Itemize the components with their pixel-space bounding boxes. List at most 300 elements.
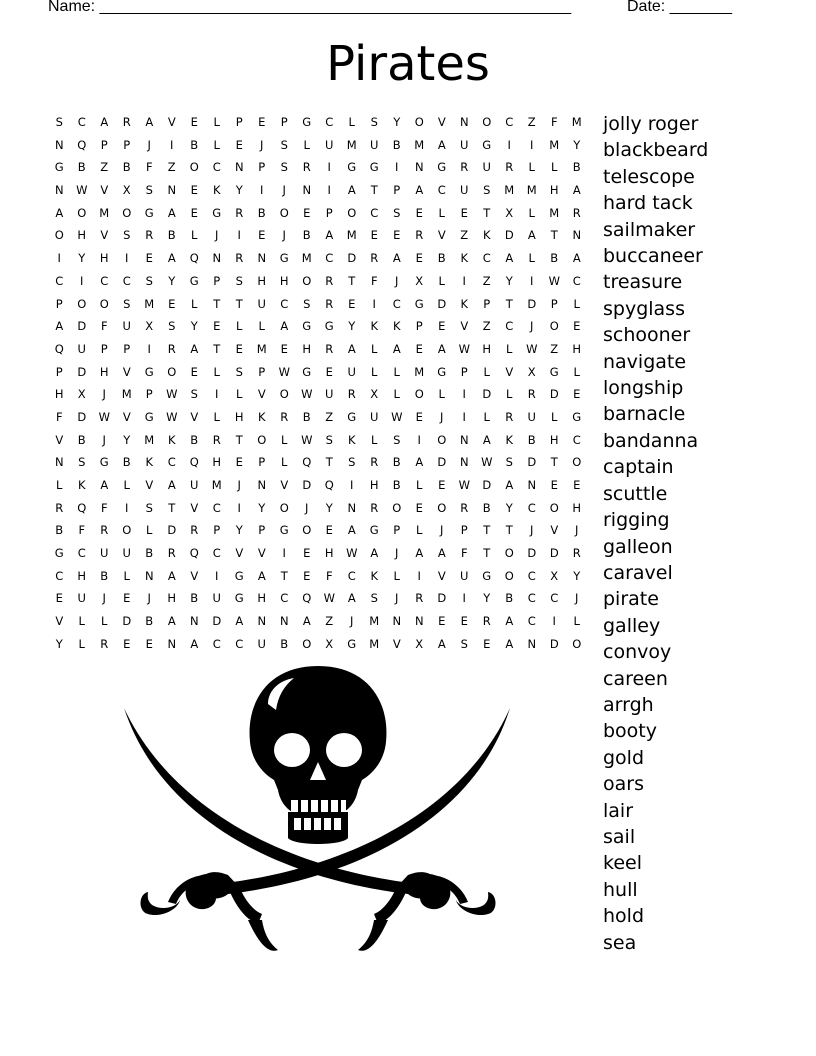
grid-letter: M bbox=[369, 614, 380, 629]
grid-letter: L bbox=[56, 478, 63, 492]
grid-letter: Y bbox=[483, 591, 491, 606]
grid-letter: S bbox=[370, 591, 378, 606]
grid-letter: P bbox=[55, 296, 63, 311]
grid-letter: A bbox=[505, 251, 514, 266]
grid-letter: H bbox=[549, 183, 559, 198]
grid-letter: Y bbox=[235, 523, 243, 538]
grid-letter: I bbox=[350, 478, 354, 492]
grid-letter: G bbox=[369, 523, 379, 538]
grid-letter: I bbox=[125, 500, 129, 515]
grid-letter: S bbox=[145, 183, 153, 198]
grid-letter: S bbox=[235, 273, 243, 288]
grid-letter: O bbox=[572, 455, 582, 470]
grid-letter: V bbox=[100, 183, 109, 198]
grid-letter: K bbox=[392, 319, 401, 334]
word-list-item: pirate bbox=[603, 588, 659, 611]
grid-letter: O bbox=[504, 546, 514, 561]
word-list-item: captain bbox=[603, 456, 674, 479]
grid-letter: G bbox=[549, 364, 559, 379]
grid-row bbox=[48, 315, 588, 338]
grid-letter: E bbox=[190, 115, 198, 129]
grid-letter: C bbox=[347, 568, 356, 583]
grid-letter: Y bbox=[235, 183, 243, 198]
grid-letter: I bbox=[552, 614, 556, 629]
grid-letter: O bbox=[504, 568, 514, 583]
grid-letter: R bbox=[415, 591, 424, 606]
grid-letter: C bbox=[77, 115, 86, 129]
grid-letter: I bbox=[417, 568, 421, 583]
grid-letter: X bbox=[145, 319, 154, 334]
grid-letter: U bbox=[122, 319, 131, 334]
grid-letter: Y bbox=[505, 500, 513, 515]
grid-letter: W bbox=[548, 273, 560, 288]
grid-letter: A bbox=[392, 251, 401, 266]
word-list bbox=[603, 111, 708, 956]
grid-letter: E bbox=[190, 364, 198, 379]
grid-letter: X bbox=[550, 568, 559, 583]
word-list-item: schooner bbox=[603, 324, 691, 347]
grid-letter: G bbox=[144, 205, 154, 220]
grid-letter: C bbox=[280, 591, 289, 606]
grid-letter: O bbox=[77, 205, 87, 220]
grid-letter: J bbox=[530, 319, 534, 334]
word-list-item: arrgh bbox=[603, 693, 654, 716]
grid-letter: V bbox=[190, 409, 199, 424]
grid-letter: M bbox=[414, 137, 425, 152]
grid-letter: K bbox=[370, 319, 379, 334]
grid-letter: R bbox=[370, 251, 379, 266]
grid-letter: P bbox=[123, 137, 131, 152]
grid-letter: C bbox=[212, 500, 221, 515]
grid-letter: A bbox=[235, 614, 244, 629]
grid-letter: L bbox=[438, 387, 445, 402]
grid-letter: L bbox=[281, 432, 288, 447]
grid-letter: F bbox=[460, 546, 468, 561]
grid-letter: G bbox=[144, 364, 154, 379]
grid-letter: K bbox=[482, 228, 491, 243]
grid-row bbox=[48, 497, 588, 520]
grid-row bbox=[48, 247, 588, 270]
grid-letter: A bbox=[325, 228, 334, 243]
grid-letter: B bbox=[550, 251, 559, 266]
grid-letter: G bbox=[482, 568, 492, 583]
grid-letter: R bbox=[325, 273, 334, 288]
grid-letter: A bbox=[347, 523, 356, 538]
grid-letter: E bbox=[415, 500, 423, 515]
grid-letter: R bbox=[145, 228, 154, 243]
grid-letter: L bbox=[528, 251, 535, 266]
grid-letter: N bbox=[302, 183, 312, 198]
grid-letter: E bbox=[303, 205, 311, 220]
grid-letter: E bbox=[235, 137, 243, 152]
grid-letter: B bbox=[190, 137, 199, 152]
grid-letter: J bbox=[530, 523, 534, 538]
grid-letter: T bbox=[213, 296, 221, 311]
grid-letter: I bbox=[327, 160, 331, 175]
grid-letter: P bbox=[55, 364, 63, 379]
name-field-label: Name: _____________________________________________________ bbox=[48, 0, 572, 15]
grid-letter: K bbox=[212, 183, 221, 198]
grid-letter: Y bbox=[190, 319, 198, 334]
grid-letter: A bbox=[347, 183, 356, 198]
grid-letter: Q bbox=[302, 455, 312, 470]
grid-letter: T bbox=[505, 523, 513, 538]
grid-letter: V bbox=[437, 568, 446, 583]
grid-letter: E bbox=[190, 183, 198, 198]
grid-letter: U bbox=[257, 636, 266, 651]
grid-row bbox=[48, 587, 588, 610]
grid-letter: G bbox=[302, 115, 312, 129]
grid-letter: Q bbox=[54, 341, 64, 356]
grid-letter: P bbox=[280, 115, 288, 129]
grid-letter: M bbox=[549, 137, 560, 152]
grid-letter: F bbox=[55, 409, 63, 424]
grid-letter: P bbox=[258, 455, 266, 470]
grid-letter: O bbox=[414, 387, 424, 402]
grid-letter: Y bbox=[78, 251, 86, 266]
grid-row bbox=[48, 633, 588, 656]
grid-letter: O bbox=[167, 364, 177, 379]
grid-letter: I bbox=[125, 251, 129, 266]
grid-letter: V bbox=[55, 432, 64, 447]
letter-grid bbox=[48, 111, 588, 656]
grid-letter: G bbox=[144, 409, 154, 424]
grid-letter: I bbox=[215, 387, 219, 402]
grid-letter: B bbox=[505, 591, 514, 606]
word-list-item: bandanna bbox=[603, 429, 699, 452]
grid-letter: X bbox=[77, 387, 86, 402]
grid-letter: U bbox=[482, 160, 491, 175]
grid-row bbox=[48, 156, 588, 179]
grid-letter: Y bbox=[123, 432, 131, 447]
grid-letter: E bbox=[415, 205, 423, 220]
grid-letter: G bbox=[414, 296, 424, 311]
grid-letter: G bbox=[482, 137, 492, 152]
grid-letter: C bbox=[325, 115, 334, 129]
grid-letter: P bbox=[123, 341, 131, 356]
grid-letter: M bbox=[549, 205, 560, 220]
grid-letter: H bbox=[572, 500, 582, 515]
grid-letter: J bbox=[147, 137, 151, 152]
grid-letter: Z bbox=[460, 228, 469, 243]
grid-letter: O bbox=[482, 115, 492, 129]
grid-letter: J bbox=[102, 387, 106, 402]
grid-letter: S bbox=[145, 500, 153, 515]
grid-letter: S bbox=[303, 296, 311, 311]
grid-letter: T bbox=[370, 183, 378, 198]
grid-letter: E bbox=[123, 591, 131, 606]
grid-letter: U bbox=[122, 546, 131, 561]
grid-letter: H bbox=[572, 341, 582, 356]
grid-letter: M bbox=[504, 183, 515, 198]
grid-letter: E bbox=[393, 228, 401, 243]
grid-letter: S bbox=[168, 319, 176, 334]
grid-letter: L bbox=[573, 614, 580, 629]
grid-letter: R bbox=[167, 546, 176, 561]
grid-letter: I bbox=[462, 591, 466, 606]
grid-letter: P bbox=[460, 364, 468, 379]
grid-letter: I bbox=[530, 137, 534, 152]
grid-letter: R bbox=[347, 387, 356, 402]
grid-letter: H bbox=[54, 387, 64, 402]
grid-letter: V bbox=[190, 500, 199, 515]
grid-letter: G bbox=[302, 319, 312, 334]
grid-letter: M bbox=[346, 228, 357, 243]
grid-letter: C bbox=[212, 546, 221, 561]
grid-letter: B bbox=[437, 251, 446, 266]
grid-letter: S bbox=[393, 205, 401, 220]
grid-letter: L bbox=[258, 319, 265, 334]
grid-letter: L bbox=[438, 273, 445, 288]
grid-row bbox=[48, 202, 588, 225]
grid-letter: C bbox=[572, 432, 581, 447]
grid-letter: O bbox=[437, 500, 447, 515]
grid-letter: D bbox=[527, 296, 537, 311]
grid-letter: S bbox=[78, 455, 86, 470]
grid-letter: P bbox=[550, 296, 558, 311]
grid-row bbox=[48, 610, 588, 633]
grid-letter: D bbox=[482, 478, 492, 492]
grid-letter: P bbox=[213, 523, 221, 538]
grid-letter: I bbox=[282, 546, 286, 561]
grid-letter: A bbox=[167, 251, 176, 266]
grid-letter: Z bbox=[100, 160, 109, 175]
word-list-item: hull bbox=[603, 878, 638, 901]
grid-letter: T bbox=[550, 455, 558, 470]
grid-letter: U bbox=[347, 364, 356, 379]
grid-letter: L bbox=[393, 364, 400, 379]
grid-letter: C bbox=[122, 273, 131, 288]
grid-row bbox=[48, 361, 588, 384]
grid-letter: E bbox=[168, 296, 176, 311]
word-list-item: galley bbox=[603, 614, 661, 637]
grid-letter: E bbox=[483, 636, 491, 651]
grid-letter: B bbox=[527, 432, 536, 447]
grid-letter: R bbox=[370, 500, 379, 515]
grid-letter: A bbox=[167, 478, 176, 492]
grid-letter: V bbox=[460, 319, 469, 334]
grid-letter: A bbox=[415, 455, 424, 470]
grid-letter: S bbox=[280, 137, 288, 152]
grid-letter: A bbox=[437, 636, 446, 651]
grid-letter: B bbox=[122, 160, 131, 175]
grid-letter: T bbox=[213, 341, 221, 356]
grid-letter: O bbox=[302, 273, 312, 288]
grid-letter: L bbox=[573, 364, 580, 379]
grid-letter: G bbox=[212, 205, 222, 220]
grid-letter: L bbox=[371, 432, 378, 447]
grid-letter: V bbox=[505, 364, 514, 379]
grid-letter: R bbox=[527, 387, 536, 402]
grid-letter: A bbox=[190, 636, 199, 651]
grid-letter: G bbox=[347, 409, 357, 424]
grid-letter: T bbox=[483, 546, 491, 561]
grid-letter: O bbox=[414, 115, 424, 129]
grid-letter: R bbox=[280, 409, 289, 424]
grid-letter: X bbox=[122, 183, 131, 198]
grid-letter: X bbox=[370, 387, 379, 402]
grid-letter: T bbox=[235, 296, 243, 311]
grid-letter: A bbox=[145, 115, 154, 129]
grid-letter: H bbox=[77, 568, 87, 583]
grid-letter: M bbox=[301, 251, 312, 266]
grid-letter: A bbox=[167, 205, 176, 220]
grid-letter: I bbox=[372, 296, 376, 311]
grid-letter: N bbox=[527, 636, 537, 651]
grid-letter: N bbox=[54, 183, 64, 198]
grid-letter: S bbox=[280, 160, 288, 175]
grid-letter: N bbox=[347, 500, 357, 515]
grid-letter: G bbox=[302, 364, 312, 379]
grid-letter: A bbox=[415, 183, 424, 198]
grid-letter: Z bbox=[482, 273, 491, 288]
grid-letter: M bbox=[346, 137, 357, 152]
grid-letter: M bbox=[99, 205, 110, 220]
grid-letter: X bbox=[415, 636, 424, 651]
grid-letter: L bbox=[123, 568, 130, 583]
grid-letter: A bbox=[505, 614, 514, 629]
grid-letter: C bbox=[572, 273, 581, 288]
grid-letter: E bbox=[460, 614, 468, 629]
grid-letter: K bbox=[347, 432, 356, 447]
grid-letter: R bbox=[122, 115, 131, 129]
grid-letter: P bbox=[258, 523, 266, 538]
grid-letter: Z bbox=[325, 409, 334, 424]
grid-letter: A bbox=[482, 432, 491, 447]
grid-letter: L bbox=[213, 137, 220, 152]
grid-letter: O bbox=[279, 205, 289, 220]
grid-letter: G bbox=[234, 568, 244, 583]
grid-letter: Q bbox=[189, 251, 199, 266]
grid-letter: R bbox=[100, 636, 109, 651]
grid-letter: G bbox=[54, 546, 64, 561]
grid-letter: P bbox=[235, 115, 243, 129]
grid-letter: R bbox=[415, 228, 424, 243]
grid-letter: J bbox=[282, 183, 286, 198]
grid-letter: R bbox=[212, 432, 221, 447]
grid-letter: L bbox=[213, 409, 220, 424]
grid-letter: M bbox=[144, 296, 155, 311]
grid-letter: W bbox=[301, 432, 313, 447]
grid-letter: Y bbox=[258, 500, 266, 515]
grid-letter: A bbox=[392, 341, 401, 356]
grid-letter: A bbox=[167, 568, 176, 583]
grid-letter: W bbox=[458, 478, 470, 492]
grid-letter: D bbox=[212, 614, 222, 629]
grid-letter: L bbox=[416, 478, 423, 492]
grid-letter: K bbox=[460, 251, 469, 266]
grid-letter: V bbox=[167, 115, 176, 129]
grid-letter: E bbox=[303, 568, 311, 583]
grid-letter: F bbox=[325, 568, 333, 583]
grid-letter: S bbox=[145, 273, 153, 288]
grid-letter: A bbox=[527, 228, 536, 243]
grid-letter: L bbox=[146, 523, 153, 538]
grid-letter: H bbox=[99, 364, 109, 379]
grid-letter: D bbox=[77, 319, 87, 334]
grid-letter: B bbox=[302, 228, 311, 243]
grid-letter: B bbox=[167, 228, 176, 243]
grid-letter: R bbox=[505, 409, 514, 424]
grid-row bbox=[48, 429, 588, 452]
grid-letter: J bbox=[395, 546, 399, 561]
grid-letter: A bbox=[572, 183, 581, 198]
grid-letter: V bbox=[392, 636, 401, 651]
grid-letter: V bbox=[190, 568, 199, 583]
grid-letter: L bbox=[101, 614, 108, 629]
grid-letter: D bbox=[549, 546, 559, 561]
grid-letter: D bbox=[122, 614, 132, 629]
grid-letter: N bbox=[414, 614, 424, 629]
grid-letter: A bbox=[257, 568, 266, 583]
grid-letter: B bbox=[122, 455, 131, 470]
grid-letter: A bbox=[505, 478, 514, 492]
grid-letter: P bbox=[258, 160, 266, 175]
grid-letter: D bbox=[527, 546, 537, 561]
grid-letter: F bbox=[550, 115, 558, 129]
grid-letter: A bbox=[100, 115, 109, 129]
grid-letter: I bbox=[57, 251, 61, 266]
grid-letter: A bbox=[415, 546, 424, 561]
grid-letter: V bbox=[100, 228, 109, 243]
grid-letter: L bbox=[236, 319, 243, 334]
grid-letter: L bbox=[483, 364, 490, 379]
grid-letter: P bbox=[213, 273, 221, 288]
grid-letter: N bbox=[279, 614, 289, 629]
grid-letter: C bbox=[482, 251, 491, 266]
grid-row bbox=[48, 293, 588, 316]
word-list-item: spyglass bbox=[603, 297, 685, 320]
grid-letter: D bbox=[549, 636, 559, 651]
grid-letter: J bbox=[305, 500, 309, 515]
grid-letter: L bbox=[371, 341, 378, 356]
grid-letter: T bbox=[550, 228, 558, 243]
grid-letter: R bbox=[190, 523, 199, 538]
grid-letter: J bbox=[147, 591, 151, 606]
grid-letter: L bbox=[528, 205, 535, 220]
grid-letter: Y bbox=[168, 273, 176, 288]
word-list-item: galleon bbox=[603, 535, 673, 558]
grid-row bbox=[48, 179, 588, 202]
word-list-item: scuttle bbox=[603, 482, 668, 505]
grid-letter: F bbox=[145, 160, 153, 175]
grid-letter: L bbox=[191, 296, 198, 311]
grid-letter: C bbox=[550, 591, 559, 606]
grid-letter: G bbox=[347, 636, 357, 651]
grid-letter: W bbox=[526, 341, 538, 356]
grid-letter: M bbox=[571, 115, 582, 129]
grid-letter: L bbox=[191, 228, 198, 243]
grid-letter: U bbox=[460, 568, 469, 583]
grid-letter: C bbox=[527, 568, 536, 583]
grid-letter: R bbox=[100, 523, 109, 538]
grid-letter: M bbox=[526, 183, 537, 198]
word-list-item: convoy bbox=[603, 641, 672, 664]
grid-letter: S bbox=[483, 183, 491, 198]
grid-letter: C bbox=[505, 115, 514, 129]
grid-letter: H bbox=[257, 273, 267, 288]
grid-letter: A bbox=[190, 341, 199, 356]
grid-letter: O bbox=[572, 636, 582, 651]
grid-letter: C bbox=[392, 296, 401, 311]
grid-letter: V bbox=[122, 364, 131, 379]
grid-letter: Y bbox=[55, 636, 63, 651]
grid-letter: N bbox=[144, 568, 154, 583]
grid-letter: W bbox=[166, 387, 178, 402]
grid-letter: S bbox=[123, 228, 131, 243]
grid-letter: C bbox=[280, 296, 289, 311]
grid-letter: E bbox=[438, 478, 446, 492]
